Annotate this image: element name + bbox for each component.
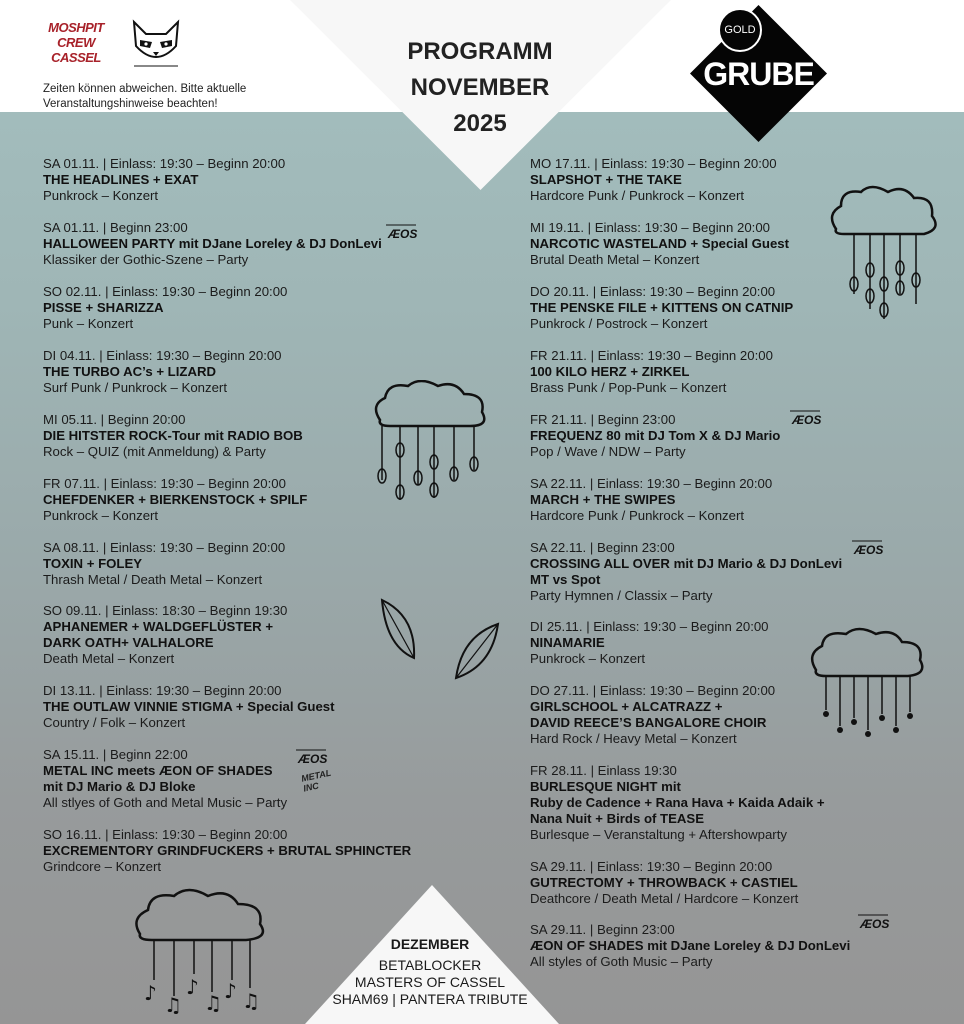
event-name: FREQUENZ 80 mit DJ Tom X & DJ Mario [530, 428, 781, 443]
event-item [530, 220, 789, 268]
december-line: SHAM69 | PANTERA TRIBUTE [332, 991, 528, 1007]
svg-text:ÆOS: ÆOS [860, 917, 890, 931]
event-item [43, 747, 287, 811]
title-line-3: 2025 [453, 110, 507, 137]
event-item [530, 540, 842, 604]
title-line-1: PROGRAMM [407, 38, 553, 65]
event-genre: Punkrock – Konzert [530, 651, 646, 666]
event-genre: All styles of Goth Music – Party [530, 954, 713, 969]
event-name: HALLOWEEN PARTY mit DJane Loreley & DJ DonLevi [43, 236, 382, 251]
page-title [380, 34, 580, 142]
event-name: GUTRECTOMY + THROWBACK + CASTIEL [530, 875, 798, 890]
event-date: SO 16.11. | Einlass: 19:30 – Beginn 20:00 [43, 827, 288, 842]
event-item [530, 348, 773, 396]
notice-text: Zeiten können abweichen. Bitte aktuelle Veranstaltungshinweise beachten! [43, 83, 247, 110]
aeon-of-shades-logo-icon [852, 910, 902, 932]
event-name: THE TURBO AC’s + LIZARD [43, 364, 217, 379]
event-name: CHEFDENKER + BIERKENSTOCK + SPILF [43, 492, 308, 507]
event-genre: Punkrock / Postrock – Konzert [530, 316, 708, 331]
metal-inc-logo: METAL INC [300, 767, 332, 794]
event-genre: Party Hymnen / Classix – Party [530, 588, 713, 603]
event-item [530, 619, 769, 667]
event-date: SA 29.11. | Einlass: 19:30 – Beginn 20:00 [530, 859, 773, 874]
event-date: FR 28.11. | Einlass 19:30 [530, 763, 677, 778]
event-name: EXCREMENTORY GRINDFUCKERS + BRUTAL SPHINCTER [43, 843, 412, 858]
event-genre: Brutal Death Metal – Konzert [530, 252, 700, 267]
svg-text:♫: ♫ [204, 991, 222, 1014]
cloud-leaves-doodle-icon [370, 380, 495, 510]
event-date: SO 02.11. | Einlass: 19:30 – Beginn 20:00 [43, 284, 288, 299]
event-item [43, 412, 303, 460]
event-genre: Klassiker der Gothic-Szene – Party [43, 252, 249, 267]
event-genre: Brass Punk / Pop-Punk – Konzert [530, 380, 727, 395]
december-box [330, 936, 530, 1008]
event-genre: All stlyes of Goth and Metal Music – Party [43, 795, 288, 810]
event-name: CROSSING ALL OVER mit DJ Mario & DJ DonLevi [530, 556, 843, 571]
gold-badge: GOLD [718, 8, 762, 52]
event-item [43, 156, 285, 204]
cloud-music-doodle-icon [130, 888, 280, 1014]
svg-text:ÆOS: ÆOS [792, 413, 822, 427]
leaves-doodle-icon [376, 596, 506, 682]
event-date: MI 05.11. | Beginn 20:00 [43, 412, 186, 427]
event-name: SLAPSHOT + THE TAKE [530, 172, 682, 187]
aeon-of-shades-logo-icon [784, 406, 834, 428]
event-name-line-2: Ruby de Cadence + Rana Hava + Kaida Adaik + [530, 795, 825, 810]
svg-text:ÆOS: ÆOS [854, 543, 884, 557]
event-name: NARCOTIC WASTELAND + Special Guest [530, 236, 790, 251]
event-name: NINAMARIE [530, 635, 605, 650]
event-date: DI 13.11. | Einlass: 19:30 – Beginn 20:00 [43, 683, 282, 698]
event-item [43, 348, 282, 396]
event-date: SA 22.11. | Einlass: 19:30 – Beginn 20:00 [530, 476, 773, 491]
event-name: THE PENSKE FILE + KITTENS ON CATNIP [530, 300, 794, 315]
event-date: FR 21.11. | Einlass: 19:30 – Beginn 20:00 [530, 348, 773, 363]
svg-text:♪: ♪ [224, 979, 237, 1003]
grube-logo [690, 0, 830, 145]
event-name: DIE HITSTER ROCK-Tour mit RADIO BOB [43, 428, 303, 443]
event-genre: Hardcore Punk / Punkrock – Konzert [530, 508, 745, 523]
event-name: MARCH + THE SWIPES [530, 492, 676, 507]
event-name-line-2: mit DJ Mario & DJ Bloke [43, 779, 196, 794]
event-date: MO 17.11. | Einlass: 19:30 – Beginn 20:00 [530, 156, 777, 171]
event-item [43, 476, 307, 524]
event-item [530, 922, 850, 970]
event-name-line-3: Nana Nuit + Birds of TEASE [530, 811, 705, 826]
event-genre: Hard Rock / Heavy Metal – Konzert [530, 731, 737, 746]
december-line: BETABLOCKER [378, 957, 482, 973]
moshpit-crew-logo: MOSHPIT CREW CASSEL [48, 20, 104, 65]
event-name: PISSE + SHARIZZA [43, 300, 164, 315]
december-heading: DEZEMBER [390, 936, 470, 952]
grube-brand-text: GRUBE [703, 56, 814, 92]
svg-text:♫: ♫ [164, 993, 182, 1014]
event-item [43, 827, 411, 875]
event-item [530, 683, 775, 747]
event-name: THE OUTLAW VINNIE STIGMA [43, 699, 233, 714]
event-date: SA 01.11. | Beginn 23:00 [43, 220, 188, 235]
svg-text:ÆOS: ÆOS [388, 227, 418, 241]
event-genre: Pop / Wave / NDW – Party [530, 444, 686, 459]
event-name: GIRLSCHOOL + ALCATRAZZ + [530, 699, 723, 714]
aeon-of-shades-logo-icon [290, 745, 340, 767]
event-name: TOXIN + FOLEY [43, 556, 143, 571]
event-genre: Grindcore – Konzert [43, 859, 162, 874]
event-genre: Burlesque – Veranstaltung + Aftershowparty [530, 827, 787, 842]
event-name-suffix: + Special Guest [232, 699, 335, 714]
event-item [43, 603, 287, 667]
event-genre: Punkrock – Konzert [43, 188, 159, 203]
svg-text:ÆOS: ÆOS [298, 752, 328, 766]
event-name-line-2: MT vs Spot [530, 572, 601, 587]
cloud-rain-doodle-icon [806, 626, 930, 746]
event-date: SA 15.11. | Beginn 22:00 [43, 747, 188, 762]
event-item [43, 284, 287, 332]
event-item [530, 156, 777, 204]
event-item [530, 859, 798, 907]
event-date: SA 08.11. | Einlass: 19:30 – Beginn 20:00 [43, 540, 286, 555]
event-genre: Deathcore / Death Metal / Hardcore – Konzert [530, 891, 799, 906]
event-item [43, 220, 382, 268]
svg-text:♫: ♫ [242, 989, 260, 1013]
december-line: MASTERS OF CASSEL [354, 974, 506, 990]
event-date: SA 22.11. | Beginn 23:00 [530, 540, 675, 555]
event-date: SA 29.11. | Beginn 23:00 [530, 922, 675, 937]
event-name: ÆON OF SHADES mit DJane Loreley & DJ DonLevi [530, 938, 851, 953]
event-date: SA 01.11. | Einlass: 19:30 – Beginn 20:00 [43, 156, 286, 171]
event-date: DO 27.11. | Einlass: 19:30 – Beginn 20:00 [530, 683, 776, 698]
title-line-2: NOVEMBER [410, 74, 550, 101]
event-item [43, 683, 335, 731]
aeon-of-shades-logo-icon [380, 220, 430, 242]
event-date: FR 21.11. | Beginn 23:00 [530, 412, 676, 427]
event-genre: Country / Folk – Konzert [43, 715, 186, 730]
event-genre: Hardcore Punk / Punkrock – Konzert [530, 188, 745, 203]
event-genre: Punkrock – Konzert [43, 508, 159, 523]
event-date: DO 20.11. | Einlass: 19:30 – Beginn 20:00 [530, 284, 776, 299]
event-name-line-2: DARK OATH+ VALHALORE [43, 635, 214, 650]
event-item [530, 763, 825, 843]
event-item [530, 284, 793, 332]
event-date: DI 25.11. | Einlass: 19:30 – Beginn 20:00 [530, 619, 769, 634]
event-date: MI 19.11. | Einlass: 19:30 – Beginn 20:00 [530, 220, 770, 235]
event-genre: Rock – QUIZ (mit Anmeldung) & Party [43, 444, 266, 459]
event-date: FR 07.11. | Einlass: 19:30 – Beginn 20:00 [43, 476, 286, 491]
event-name: APHANEMER + WALDGEFLÜSTER + [43, 619, 274, 634]
event-date: SO 09.11. | Einlass: 18:30 – Beginn 19:30 [43, 603, 288, 618]
event-name: METAL INC meets ÆON OF SHADES [43, 763, 273, 778]
event-name: THE HEADLINES + EXAT [43, 172, 199, 187]
event-genre: Death Metal – Konzert [43, 651, 175, 666]
event-item [530, 412, 780, 460]
event-date: DI 04.11. | Einlass: 19:30 – Beginn 20:00 [43, 348, 282, 363]
cloud-leaves-doodle-icon [826, 184, 944, 324]
event-name-line-2: DAVID REECE’S BANGALORE CHOIR [530, 715, 767, 730]
event-name: BURLESQUE NIGHT mit [530, 779, 681, 794]
raccoon-logo-icon [126, 18, 186, 70]
event-name: 100 KILO HERZ + ZIRKEL [530, 364, 690, 379]
event-genre: Punk – Konzert [43, 316, 134, 331]
event-item [43, 540, 285, 588]
event-genre: Thrash Metal / Death Metal – Konzert [43, 572, 263, 587]
aeon-of-shades-logo-icon [846, 536, 896, 558]
svg-text:♪: ♪ [186, 975, 199, 999]
event-item [530, 476, 772, 524]
event-genre: Surf Punk / Punkrock – Konzert [43, 380, 227, 395]
svg-text:♪: ♪ [144, 981, 157, 1005]
